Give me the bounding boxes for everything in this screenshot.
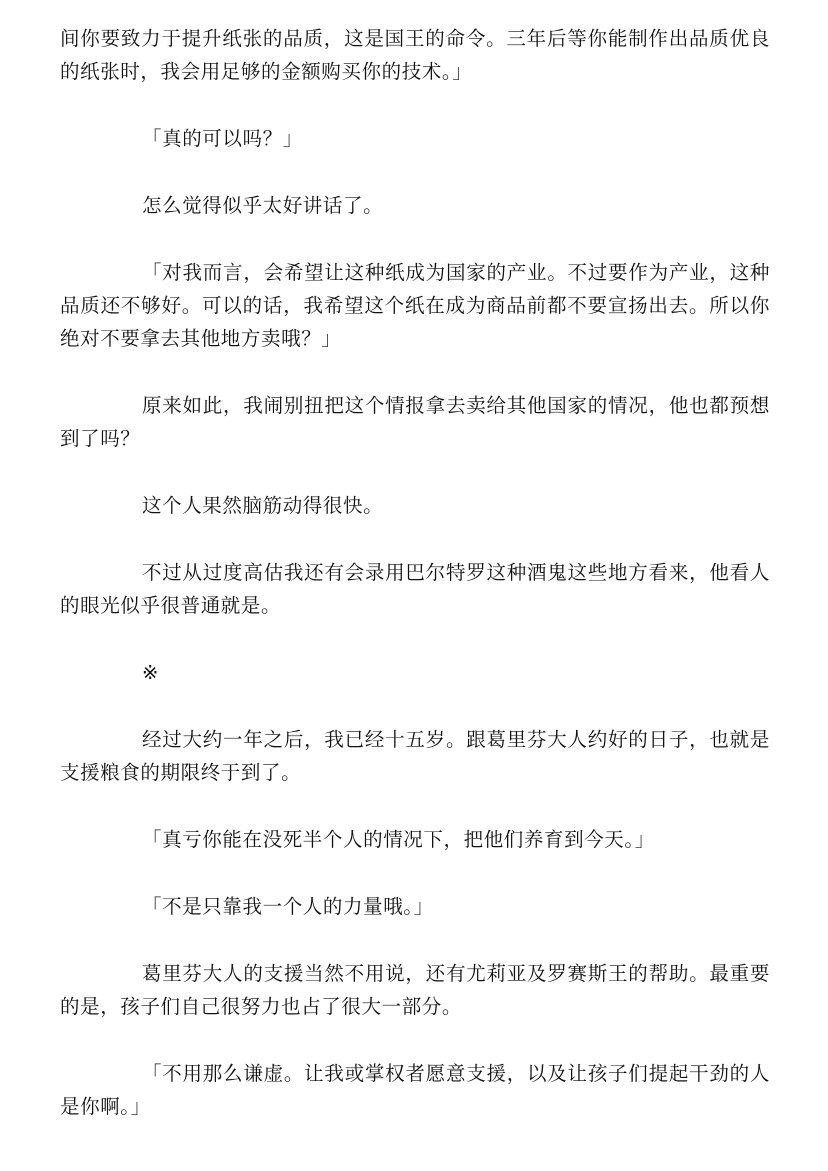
paragraph-3: 怎么觉得似乎太好讲话了。 bbox=[142, 194, 384, 217]
paragraph-6: 这个人果然脑筋动得很快。 bbox=[142, 494, 384, 517]
paragraph-12: 葛里芬大人的支援当然不用说，还有尤莉亚及罗赛斯王的帮助。最重要的是，孩子们自己很努力也占了很大一部分。 bbox=[60, 962, 770, 1018]
paragraph-5: 原来如此，我闹别扭把这个情报拿去卖给其他国家的情况，他也都预想到了吗？ bbox=[60, 394, 770, 450]
document-page bbox=[60, 22, 770, 1157]
scene-break-marker: ※ bbox=[142, 661, 159, 684]
paragraph-1: 间你要致力于提升纸张的品质，这是国王的命令。三年后等你能制作出品质优良的纸张时，我会用足够的金额购买你的技术。」 bbox=[60, 27, 770, 83]
paragraph-7: 不过从过度高估我还有会录用巴尔特罗这种酒鬼这些地方看来，他看人的眼光似乎很普通就是。 bbox=[60, 561, 770, 617]
paragraph-2: 「真的可以吗？」 bbox=[142, 127, 303, 150]
paragraph-10: 「真亏你能在没死半个人的情况下，把他们养育到今天。」 bbox=[142, 828, 655, 851]
paragraph-9: 经过大约一年之后，我已经十五岁。跟葛里芬大人约好的日子，也就是支援粮食的期限终于到了。 bbox=[60, 728, 770, 784]
paragraph-13: 「不用那么谦虚。让我或掌权者愿意支援，以及让孩子们提起干劲的人是你啊。」 bbox=[60, 1062, 770, 1118]
paragraph-4: 「对我而言，会希望让这种纸成为国家的产业。不过要作为产业，这种品质还不够好。可以的话，我希望这个纸在成为商品前都不要宣扬出去。所以你绝对不要拿去其他地方卖哦？」 bbox=[60, 261, 770, 350]
paragraph-11: 「不是只靠我一个人的力量哦。」 bbox=[142, 895, 434, 918]
